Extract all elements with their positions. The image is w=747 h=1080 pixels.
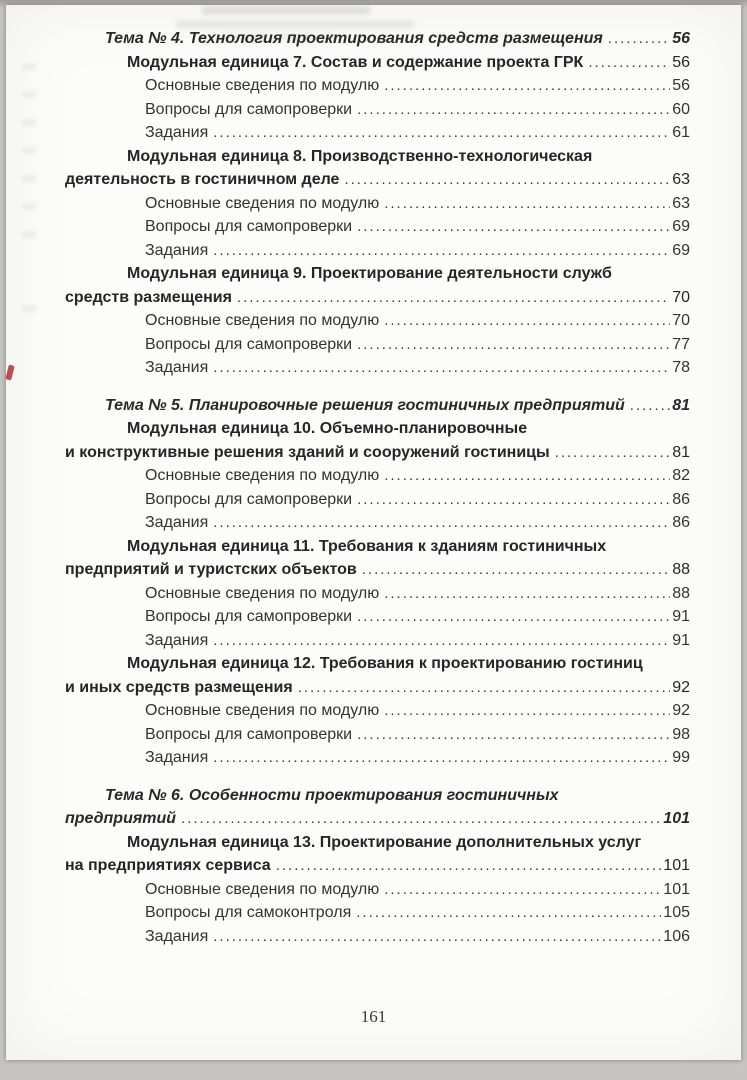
dot-leader [208, 239, 670, 263]
toc-page-number: 70 [672, 288, 690, 306]
toc-page-number: 77 [672, 335, 690, 353]
toc-line [65, 925, 690, 949]
toc-page-number: 105 [663, 904, 690, 921]
toc-entry-text: Основные сведения по модулю [145, 77, 380, 94]
dot-leader [379, 464, 670, 488]
toc-entry-text: Вопросы для самопроверки [145, 608, 353, 625]
toc-line [65, 145, 690, 169]
dot-leader [208, 925, 661, 949]
dot-leader [208, 356, 670, 380]
toc-line [65, 676, 690, 700]
toc-entry-text: Модульная единица 11. Требования к зданиям гостиничных [127, 537, 607, 555]
toc-page-number: 99 [672, 749, 690, 766]
dot-leader [379, 309, 670, 333]
bleed-through-artifact [22, 175, 36, 182]
toc-entry-text: деятельность в гостиничном деле [65, 171, 340, 188]
toc-entry-text: Вопросы для самопроверки [145, 725, 353, 743]
toc-entry-text: Модульная единица 13. Проектирование дополнительных услуг [127, 833, 642, 851]
toc-entry-text: Вопросы для самопроверки [145, 490, 353, 508]
toc-entry-text: Задания [145, 631, 209, 649]
toc-line [65, 51, 690, 75]
toc-page-number: 63 [672, 194, 690, 212]
bleed-through-artifact [22, 203, 36, 210]
toc-entry-text: Тема № 5. Планировочные решения гостиничных предприятий [105, 396, 625, 414]
bleed-through-artifact [22, 91, 36, 98]
dot-leader [352, 605, 670, 629]
toc-entry-text: Задания [145, 359, 209, 376]
toc-line [65, 723, 690, 747]
dot-leader [351, 901, 661, 925]
toc-page-number: 69 [672, 218, 690, 235]
dot-leader [625, 394, 670, 418]
toc-line [65, 239, 690, 263]
toc-page-number: 101 [663, 857, 690, 874]
toc-line [65, 629, 690, 653]
toc-line [65, 286, 690, 310]
toc-entry-text: Основные сведения по модулю [145, 312, 380, 329]
toc-entry-text: и иных средств размещения [65, 678, 293, 696]
toc-entry-text: предприятий [65, 810, 177, 827]
dot-leader [271, 854, 662, 878]
bleed-through-artifact [22, 63, 36, 70]
bleed-through-artifact [202, 6, 370, 15]
scanned-page [6, 5, 741, 1060]
toc-line [65, 831, 690, 855]
toc-page-number: 81 [672, 396, 690, 414]
toc-line [65, 333, 690, 357]
toc-line [65, 558, 690, 582]
toc-entry-text: Основные сведения по модулю [145, 467, 380, 484]
toc-line [65, 417, 690, 441]
toc-line [65, 878, 690, 902]
dot-leader [352, 723, 670, 747]
toc-line [65, 74, 690, 98]
toc-page-number: 81 [672, 443, 690, 461]
toc-page-number: 106 [663, 927, 690, 945]
toc-entry-text: Модульная единица 8. Производственно-технологическая [127, 147, 593, 165]
toc-entry-text: Задания [145, 749, 209, 766]
toc-entry-text: на предприятиях сервиса [65, 857, 271, 874]
toc-entry-text: Вопросы для самоконтроля [145, 904, 352, 921]
toc-entry-text: Вопросы для самопроверки [145, 218, 353, 235]
toc-page-number: 92 [672, 678, 690, 696]
toc-line [65, 168, 690, 192]
dot-leader [352, 215, 670, 239]
toc-entry-text: предприятий и туристских объектов [65, 561, 357, 578]
dot-leader [379, 192, 670, 216]
toc-line [65, 262, 690, 286]
toc-line [65, 511, 690, 535]
dot-leader [352, 488, 670, 512]
dot-leader [352, 98, 670, 122]
toc-entry-text: Вопросы для самопроверки [145, 335, 353, 353]
toc-page-number: 88 [672, 561, 690, 578]
dot-leader [208, 746, 670, 770]
toc-page-number: 101 [663, 880, 690, 898]
dot-leader [379, 699, 670, 723]
toc-entry-text: Задания [145, 514, 209, 531]
toc-line [65, 27, 690, 51]
dot-leader [208, 121, 670, 145]
bleed-through-artifact [22, 147, 36, 154]
toc-line [65, 901, 690, 925]
dot-leader [379, 74, 670, 98]
toc-entry-text: Модульная единица 12. Требования к проектированию гостиниц [127, 655, 643, 672]
toc-entry-text: Модульная единица 10. Объемно-планировочные [127, 420, 528, 437]
toc-entry-text: Задания [145, 241, 209, 259]
toc-page-number: 101 [663, 810, 690, 827]
toc-entry-text: Основные сведения по модулю [145, 702, 380, 719]
toc-page-number: 56 [672, 30, 690, 47]
toc-page-number: 88 [672, 584, 690, 602]
dot-leader [352, 333, 670, 357]
toc-line [65, 309, 690, 333]
toc-page-number: 69 [672, 241, 690, 259]
toc-line [65, 582, 690, 606]
toc-line [65, 535, 690, 559]
dot-leader [208, 629, 670, 653]
dot-leader [232, 286, 670, 310]
toc-line [65, 121, 690, 145]
toc-line [65, 746, 690, 770]
toc-line [65, 356, 690, 380]
toc-page-number: 78 [672, 359, 690, 376]
toc-entry-text: Задания [145, 124, 209, 141]
toc-line [65, 784, 690, 808]
toc-entry-text: Тема № 6. Особенности проектирования гостиничных [105, 786, 559, 804]
toc-page-number: 70 [672, 312, 690, 329]
dot-leader [379, 582, 670, 606]
toc-line [65, 488, 690, 512]
toc-entry-text: Модульная единица 9. Проектирование деятельности служб [127, 265, 612, 282]
toc-page-number: 86 [672, 514, 690, 531]
toc-page-number: 92 [672, 702, 690, 719]
toc-line [65, 441, 690, 465]
bleed-through-artifact [22, 119, 36, 126]
dot-leader [208, 511, 670, 535]
dot-leader [357, 558, 670, 582]
toc-entry-text: Тема № 4. Технология проектирования средств размещения [105, 30, 603, 47]
dot-leader [339, 168, 670, 192]
toc-entry-text: Основные сведения по модулю [145, 194, 380, 212]
dot-leader [550, 441, 671, 465]
toc [65, 27, 690, 948]
toc-page-number: 82 [672, 467, 690, 484]
toc-page-number: 60 [672, 100, 690, 118]
toc-page-number: 63 [672, 171, 690, 188]
toc-entry-text: Вопросы для самопроверки [145, 100, 353, 118]
toc-line [65, 699, 690, 723]
toc-line [65, 652, 690, 676]
toc-page-number: 56 [672, 53, 690, 71]
bleed-through-artifact [22, 305, 36, 312]
toc-page-number: 98 [672, 725, 690, 743]
toc-line [65, 394, 690, 418]
toc-page-number: 61 [672, 124, 690, 141]
toc-line [65, 807, 690, 831]
toc-line [65, 464, 690, 488]
toc-line [65, 215, 690, 239]
toc-page-number: 56 [672, 77, 690, 94]
toc-page-number: 91 [672, 631, 690, 649]
toc-entry-text: и конструктивные решения зданий и сооружений гостиницы [65, 443, 550, 461]
toc-entry-text: Основные сведения по модулю [145, 880, 380, 898]
toc-entry-text: средств размещения [65, 288, 232, 306]
toc-line [65, 192, 690, 216]
toc-line [65, 854, 690, 878]
toc-entry-text: Модульная единица 7. Состав и содержание проекта ГРК [127, 53, 584, 71]
dot-leader [603, 27, 670, 51]
dot-leader [583, 51, 670, 75]
dot-leader [293, 676, 670, 700]
toc-line [65, 605, 690, 629]
toc-page-number: 91 [672, 608, 690, 625]
red-margin-mark [5, 364, 14, 380]
toc-entry-text: Основные сведения по модулю [145, 584, 380, 602]
toc-line [65, 98, 690, 122]
bleed-through-artifact [22, 231, 36, 238]
dot-leader [379, 878, 661, 902]
page-footer-number: 161 [360, 1007, 387, 1026]
toc-entry-text: Задания [145, 927, 209, 945]
toc-page-number: 86 [672, 490, 690, 508]
dot-leader [176, 807, 661, 831]
